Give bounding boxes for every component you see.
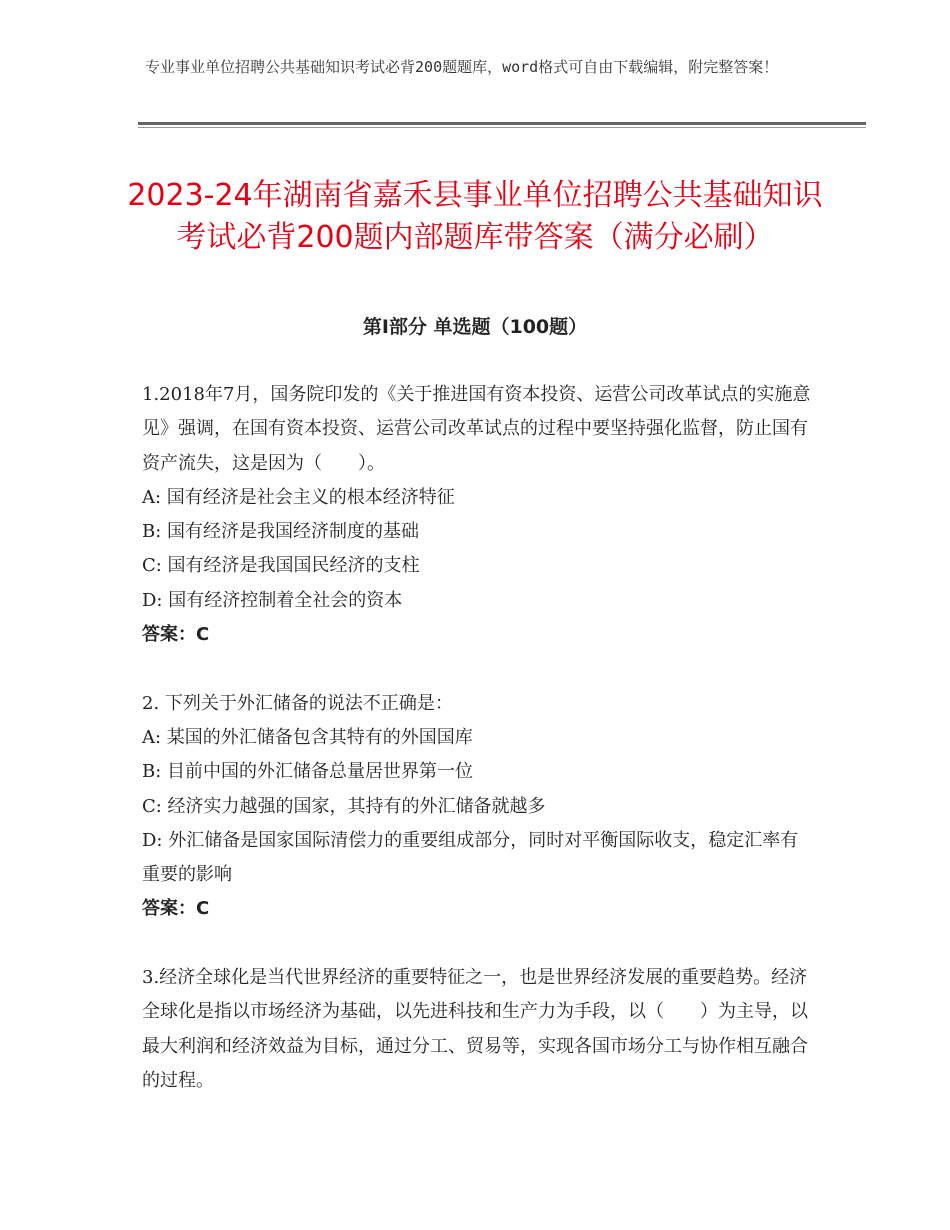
header-rule-thin <box>138 127 866 128</box>
answer: 答案：C <box>142 624 210 646</box>
question-spacer <box>142 927 812 961</box>
option-b: B: 目前中国的外汇储备总量居世界第一位 <box>142 761 474 783</box>
question-spacer <box>142 652 812 686</box>
option-d: D: 国有经济控制着全社会的资本 <box>142 589 403 611</box>
option-a: A: 某国的外汇储备包含其特有的外国国库 <box>142 726 473 748</box>
option-b: B: 国有经济是我国经济制度的基础 <box>142 521 420 543</box>
question-text: 2. 下列关于外汇储备的说法不正确是： <box>142 692 453 714</box>
option-c: C: 国有经济是我国国民经济的支柱 <box>142 555 420 577</box>
section-title: 第Ⅰ部分 单选题（100题） <box>362 316 588 338</box>
option-a: A: 国有经济是社会主义的根本经济特征 <box>142 486 455 508</box>
question-list <box>142 378 812 1098</box>
option-d: D: 外汇储备是国家国际清偿力的重要组成部分，同时对平衡国际收支，稳定汇率有重要的影响 <box>142 829 799 886</box>
question-text: 1.2018年7月，国务院印发的《关于推进国有资本投资、运营公司改革试点的实施意见》强调，在国有资本投资、运营公司改革试点的过程中要坚持强化监督，防止国有资产流失，这是因为（ ）。 <box>142 384 811 474</box>
question-text: 3.经济全球化是当代世界经济的重要特征之一，也是世界经济发展的重要趋势。经济全球化是指以市场经济为基础，以先进科技和生产力为手段，以（ ）为主导，以最大利润和经济效益为目标，通过分工、贸易等，实现各国市场分工与协作相互融合的过程。 <box>142 967 808 1091</box>
question-1 <box>142 378 812 652</box>
document-title: 2023-24年湖南省嘉禾县事业单位招聘公共基础知识考试必背200题内部题库带答案（满分必刷） <box>127 178 823 256</box>
header-rule-thick <box>138 122 866 125</box>
answer: 答案：C <box>142 898 210 920</box>
header-note: 专业事业单位招聘公共基础知识考试必背200题题库，word格式可自由下载编辑，附完整答案！ <box>145 58 779 76</box>
question-2 <box>142 687 812 927</box>
question-3 <box>142 961 812 1098</box>
option-c: C: 经济实力越强的国家，其持有的外汇储备就越多 <box>142 795 546 817</box>
